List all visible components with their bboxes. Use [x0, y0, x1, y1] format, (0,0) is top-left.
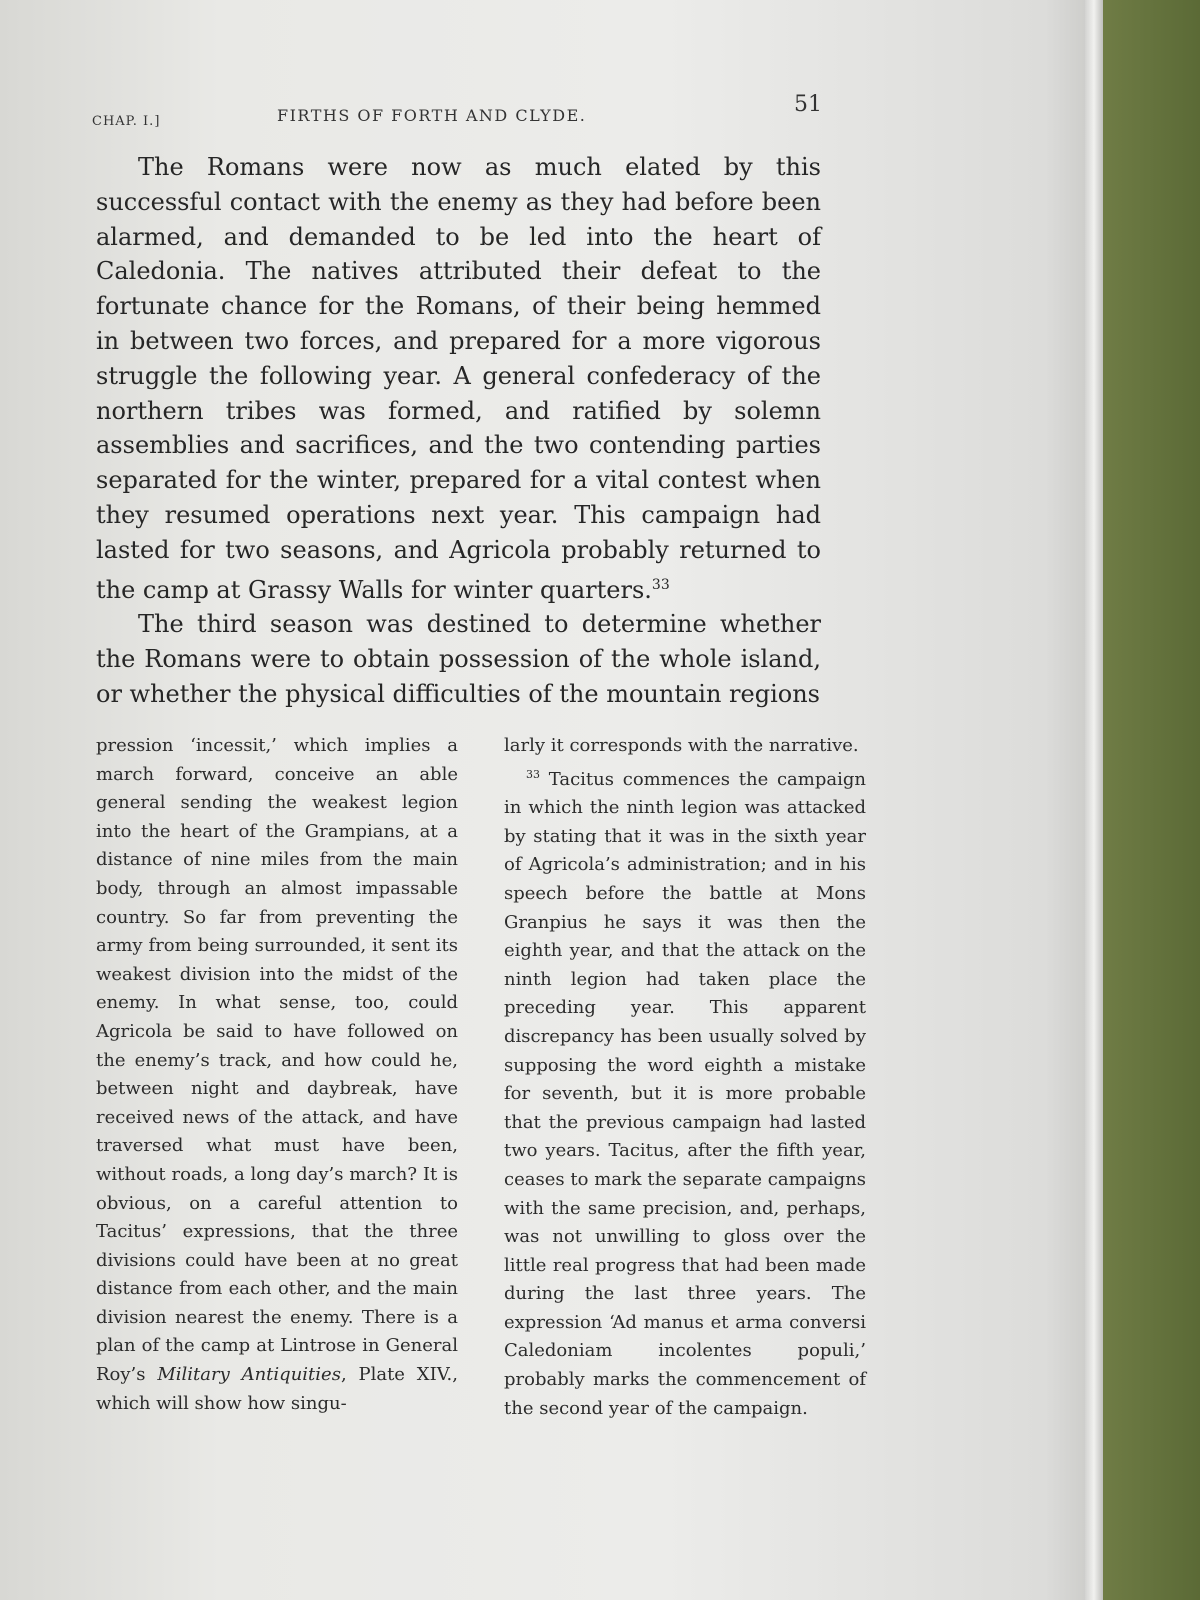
footnote-column-left	[96, 732, 458, 1423]
running-title: FIRTHS OF FORTH AND CLYDE.	[277, 106, 587, 125]
main-paragraph-text: The Romans were now as much elated by this successful contact with the enemy as they had before been alarmed, and demanded to be led into the heart of Caledonia. The natives attributed their defeat to the fortunate chance for the Romans, of their being hemmed in between two forces, and prepared for a more vigorous struggle the following year. A general confederacy of the northern tribes was formed, and ratified by solemn assemblies and sacrifices, and the two contending parties separated for the winter, prepared for a vital contest when they resumed operations next year. This campaign had lasted for two seasons, and Agricola probably returned to the camp at Grassy Walls for winter quarters.	[96, 153, 821, 604]
footnote-continuation: larly it corresponds with the narrative.	[504, 735, 859, 756]
chapter-label: CHAP. I.]	[92, 114, 161, 129]
footnote-text: , Plate XIV., which will show how singu-	[96, 1364, 458, 1414]
footnote-number: 33	[526, 767, 540, 781]
footnote-33	[504, 761, 866, 1424]
main-paragraph	[96, 150, 821, 607]
page-header	[92, 92, 832, 132]
book-title-italic: Military Antiquities	[157, 1364, 341, 1386]
footnote-text: Tacitus commences the campaign in which the ninth legion was attacked by stating that it was in the sixth year of Agricola’s administration; and in his speech before the battle at Mons Granpius he says it was then the eighth year, and that the attack on the ninth legion had taken place the preceding year. This apparent discrepancy has been usually solved by supposing the word eighth a mistake for seventh, but it is more probable that the previous campaign had lasted two years. Tacitus, after the fifth year, ceases to mark the separate campaigns with the same precision, and, perhaps, was not unwilling to gloss over the little real progress that had been made during the last three years. The expression ‘Ad manus et arma conversi Caledoniam incolentes populi,’ probably marks the commencement of the second year of the campaign.	[504, 768, 866, 1419]
footnote-text: pression ‘incessit,’ which implies a march forward, conceive an able general sending the weakest legion into the heart of the Grampians, at a distance of nine miles from the main body, through an almost impassable country. So far from preventing the army from being surrounded, it sent its weakest division into the midst of the enemy. In what sense, too, could Agricola be said to have followed on the enemy’s track, and how could he, between night and daybreak, have received news of the attack, and have traversed what must have been, without roads, a long day’s march? It is obvious, on a careful attention to Tacitus’ expressions, that the three divisions could have been at no great distance from each other, and the main division nearest the enemy. There is a plan of the camp at Lintrose in General Roy’s	[96, 735, 458, 1386]
footnote-reference: 33	[651, 576, 670, 593]
main-paragraph: The third season was destined to determine whether the Romans were to obtain possession of the whole island, or whether the physical difficulties of the mountain regions	[96, 610, 821, 708]
footnotes-section	[96, 732, 866, 1423]
page-edge	[1085, 0, 1103, 1600]
footnote-column-right	[504, 732, 866, 1423]
footnote-continuation	[96, 732, 458, 1418]
main-text	[96, 150, 821, 712]
page-number: 51	[794, 92, 822, 117]
